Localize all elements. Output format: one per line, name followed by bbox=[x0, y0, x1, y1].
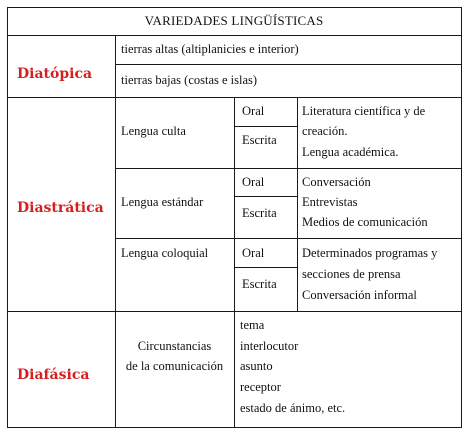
border-bottom bbox=[7, 427, 461, 428]
circunstancias-line1: Circunstancias bbox=[137, 339, 212, 353]
use-item: Entrevistas bbox=[302, 195, 358, 209]
lengua-coloquial: Lengua coloquial bbox=[121, 246, 209, 260]
use-item: Medios de comunicación bbox=[302, 215, 428, 229]
diafasica-item: interlocutor bbox=[240, 339, 299, 353]
diafasica-item: receptor bbox=[240, 380, 281, 394]
use-item: creación. bbox=[302, 124, 348, 138]
medium-column-divider bbox=[297, 97, 298, 311]
use-item: Conversación informal bbox=[302, 288, 417, 302]
estandar-bottom bbox=[115, 238, 461, 239]
culta-bottom bbox=[115, 168, 461, 169]
diafasica-item: estado de ánimo, etc. bbox=[240, 401, 346, 415]
table-title: VARIEDADES LINGÜÍSTICAS bbox=[144, 13, 324, 28]
medium-escrita: Escrita bbox=[242, 133, 277, 147]
diastratica-label: Diastrática bbox=[17, 200, 104, 216]
border-left bbox=[7, 7, 8, 428]
diatopica-item: tierras altas (altiplanicies e interior) bbox=[121, 42, 299, 56]
diatopica-mid-divider bbox=[115, 64, 461, 65]
estandar-mid bbox=[234, 196, 297, 197]
use-item: Conversación bbox=[302, 175, 371, 189]
use-item: Lengua académica. bbox=[302, 145, 399, 159]
coloquial-mid bbox=[234, 267, 297, 268]
diatopica-label: Diatópica bbox=[17, 66, 93, 82]
title-divider bbox=[7, 35, 461, 36]
culta-mid bbox=[234, 126, 297, 127]
diafasica-label: Diafásica bbox=[17, 367, 90, 383]
use-item: Determinados programas y bbox=[302, 246, 438, 260]
medium-escrita: Escrita bbox=[242, 277, 277, 291]
circunstancias-line2: de la comunicación bbox=[125, 359, 224, 373]
medium-escrita: Escrita bbox=[242, 206, 277, 220]
border-top bbox=[7, 7, 461, 8]
lengua-column-divider bbox=[234, 97, 235, 427]
medium-oral: Oral bbox=[242, 175, 265, 189]
use-item: Literatura científica y de bbox=[302, 104, 426, 118]
medium-oral: Oral bbox=[242, 104, 265, 118]
lengua-culta: Lengua culta bbox=[121, 124, 186, 138]
use-item: secciones de prensa bbox=[302, 267, 401, 281]
medium-oral: Oral bbox=[242, 246, 265, 260]
lengua-estandar: Lengua estándar bbox=[121, 195, 204, 209]
border-right bbox=[461, 7, 462, 428]
diafasica-item: asunto bbox=[240, 359, 273, 373]
diatopica-item: tierras bajas (costas e islas) bbox=[121, 73, 258, 87]
diafasica-item: tema bbox=[240, 318, 265, 332]
